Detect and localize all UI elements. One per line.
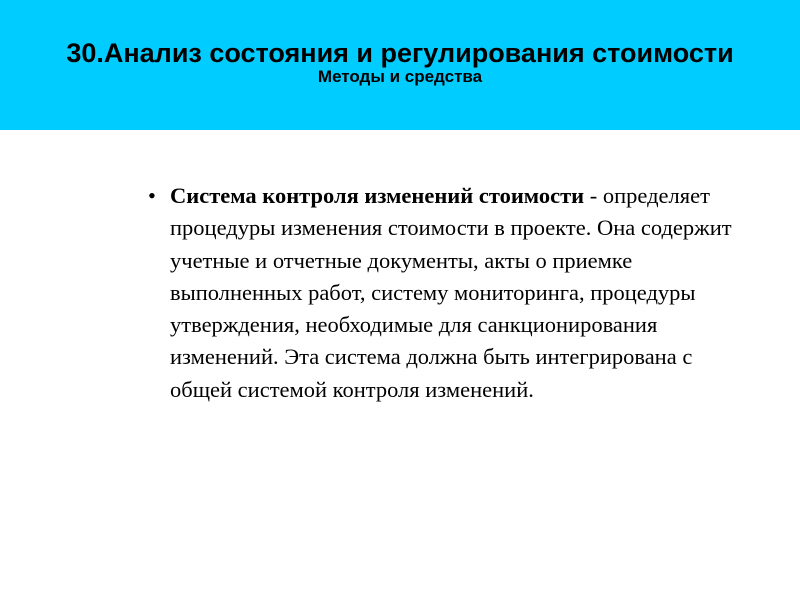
bullet-text: - определяет процедуры изменения стоимости в проекте. Она содержит учетные и отчетные документы, акты о приемке выполненных работ, систему мониторинга, процедуры утверждения, необходимые для санкционирования изменений. Эта система должна быть интегрирована с общей системой контроля изменений. bbox=[170, 183, 732, 402]
slide-header bbox=[0, 0, 800, 130]
bullet-marker: • bbox=[148, 183, 156, 208]
bullet-item bbox=[148, 180, 748, 406]
slide-subtitle: Методы и средства bbox=[317, 67, 483, 86]
bullet-term: Система контроля изменений стоимости bbox=[170, 183, 585, 208]
slide-body bbox=[148, 180, 748, 406]
slide-title: 30.Анализ состояния и регулирования стоимости bbox=[66, 38, 734, 68]
